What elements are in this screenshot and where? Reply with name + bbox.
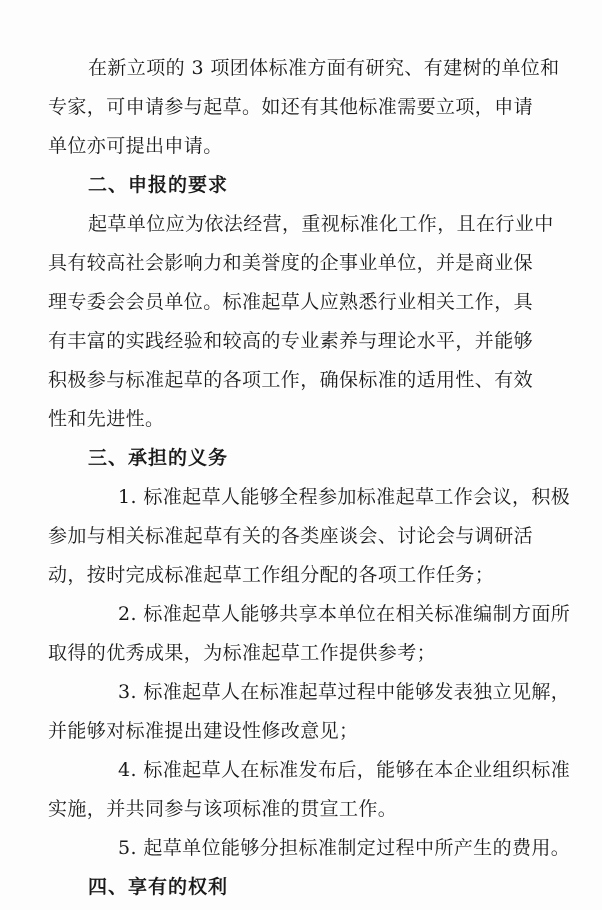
section-heading-requirements: 二、申报的要求: [88, 174, 229, 196]
intro-line-1: 在新立项的 3 项团体标准方面有研究、有建树的单位和: [88, 57, 560, 79]
obligation-3-line-2: 并能够对标准提出建设性修改意见；: [48, 720, 359, 742]
requirements-line-3: 理专委会会员单位。标准起草人应熟悉行业相关工作，具: [48, 291, 534, 313]
requirements-line-4: 有丰富的实践经验和较高的专业素养与理论水平，并能够: [48, 330, 534, 352]
obligation-5-line-1: 5. 起草单位能够分担标准制定过程中所产生的费用。: [118, 837, 571, 859]
obligation-4-line-2: 实施，并共同参与该项标准的贯宣工作。: [48, 798, 398, 820]
obligation-2-line-1: 2. 标准起草人能够共享本单位在相关标准编制方面所: [118, 603, 571, 625]
obligation-3-line-1: 3. 标准起草人在标准起草过程中能够发表独立见解，: [118, 681, 571, 703]
requirements-line-5: 积极参与标准起草的各项工作，确保标准的适用性、有效: [48, 369, 534, 391]
requirements-line-1: 起草单位应为依法经营，重视标准化工作，且在行业中: [88, 213, 554, 235]
requirements-line-6: 性和先进性。: [48, 408, 165, 430]
section-heading-obligations: 三、承担的义务: [88, 447, 229, 469]
intro-line-3: 单位亦可提出申请。: [48, 135, 223, 157]
obligation-1-line-2: 参加与相关标准起草有关的各类座谈会、讨论会与调研活: [48, 525, 534, 547]
intro-line-2: 专家，可申请参与起草。如还有其他标准需要立项，申请: [48, 96, 534, 118]
obligation-1-line-3: 动，按时完成标准起草工作组分配的各项工作任务；: [48, 564, 495, 586]
obligation-1-line-1: 1. 标准起草人能够全程参加标准起草工作会议，积极: [118, 486, 571, 508]
obligation-4-line-1: 4. 标准起草人在标准发布后，能够在本企业组织标准: [118, 759, 571, 781]
section-heading-rights: 四、享有的权利: [88, 876, 229, 898]
obligation-2-line-2: 取得的优秀成果，为标准起草工作提供参考；: [48, 642, 437, 664]
requirements-line-2: 具有较高社会影响力和美誉度的企事业单位，并是商业保: [48, 252, 534, 274]
